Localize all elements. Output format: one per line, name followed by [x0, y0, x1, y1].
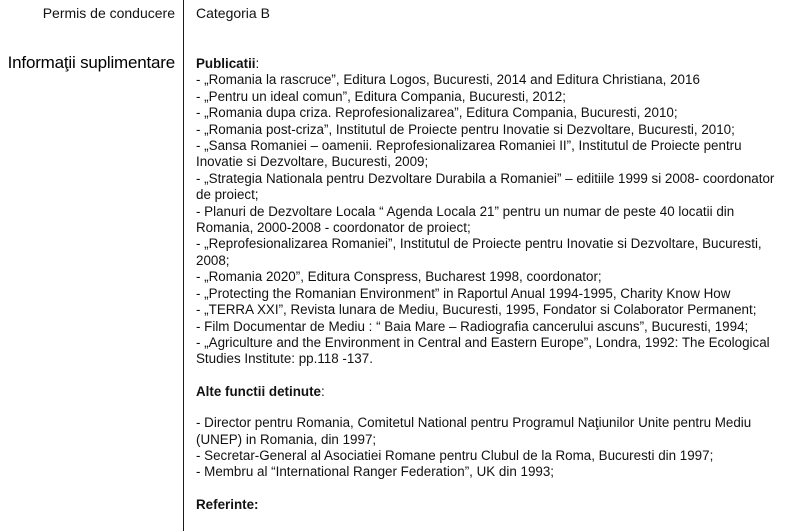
publications-heading	[196, 56, 786, 72]
other-functions-heading-text: Alte functii detinute	[196, 383, 321, 399]
function-item: - Director pentru Romania, Comitetul National pentru Programul Naţiunilor Unite pentru Mediu (UNEP) in Romania, din 1997;	[196, 415, 752, 447]
spacer	[196, 481, 786, 497]
publications-heading-colon: :	[255, 56, 260, 71]
publication-item: - „Romania dupa criza. Reprofesionalizarea”, Editura Compania, Bucuresti, 2010;	[196, 105, 678, 121]
additional-info-content	[196, 56, 786, 513]
function-item: - Secretar-General al Asociatiei Romane pentru Clubul de la Roma, Bucuresti din 1997;	[196, 447, 714, 463]
driving-license-label: Permis de conducere	[42, 5, 175, 21]
publication-item: - Film Documentar de Mediu : “ Baia Mare – Radiografia cancerului ascuns”, Bucuresti, 1994;	[196, 318, 749, 334]
publication-item: - „Pentru un ideal comun”, Editura Compania, Bucuresti, 2012;	[196, 88, 566, 104]
publication-item: - „TERRA XXI”, Revista lunara de Mediu, Bucuresti, 1995, Fondator si Colaborator Permanent;	[196, 302, 757, 318]
other-functions-heading-colon: :	[320, 383, 325, 399]
function-item: - Membru al “International Ranger Federation”, UK din 1993;	[196, 464, 555, 480]
publication-item: - „Romania la rascruce”, Editura Logos, Bucuresti, 2014 and Editura Christiana, 2016	[196, 72, 700, 88]
spacer	[196, 400, 786, 415]
publication-item: - „Romania 2020”, Editura Conspress, Bucharest 1998, coordonator;	[196, 269, 602, 285]
column-divider	[183, 0, 184, 531]
spacer	[196, 368, 786, 384]
other-functions-heading	[196, 384, 786, 400]
references-heading-colon: :	[254, 496, 259, 512]
references-heading-text: Referinte	[196, 496, 255, 512]
publication-item: - „Agriculture and the Environment in Central and Eastern Europe”, Londra, 1992: The Ecological Studies Institute: pp.118 -137.	[196, 334, 770, 367]
publication-item: - „Strategia Nationala pentru Dezvoltare Durabila a Romaniei” – editiile 1999 si 2008- coordonator de proiect;	[196, 170, 775, 203]
publication-item: - Planuri de Dezvoltare Locala “ Agenda Locala 21” pentru un numar de peste 40 locatii din Romania, 2000-2008 - coordonator de proiect;	[196, 203, 735, 236]
publication-item: - „Reprofesionalizarea Romaniei”, Institutul de Proiecte pentru Inovatie si Dezvoltare, Bucuresti, 2008;	[196, 236, 762, 268]
references-heading	[196, 497, 786, 513]
publication-item: - „Sansa Romaniei – oamenii. Reprofesionalizarea Romaniei II”, Institutul de Proiecte pentru Inovatie si Dezvoltare, Bucuresti, 2009;	[196, 138, 742, 170]
additional-info-label: Informaţii suplimentare	[7, 53, 175, 72]
publications-heading-text: Publicatii	[196, 56, 256, 71]
publication-item: - „Romania post-criza”, Institutul de Proiecte pentru Inovatie si Dezvoltare, Bucuresti, 2010;	[196, 121, 735, 137]
driving-license-value: Categoria B	[196, 5, 270, 21]
publication-item: - „Protecting the Romanian Environment” in Raportul Anual 1994-1995, Charity Know How	[196, 285, 731, 301]
